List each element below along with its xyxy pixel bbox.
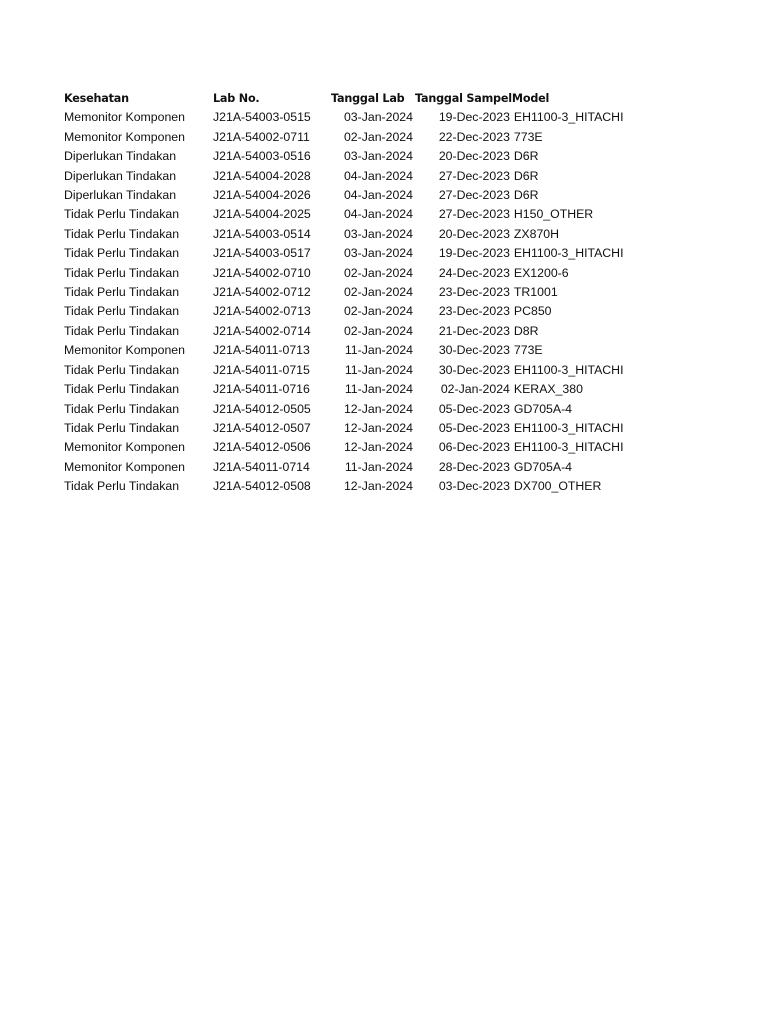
cell-model: D6R (513, 149, 539, 164)
cell-lab-no: J21A-54004-2028 (213, 168, 311, 183)
cell-lab-no: J21A-54002-0711 (213, 129, 310, 144)
cell-kesehatan: Memonitor Komponen (64, 110, 185, 125)
cell-tanggal-sampel: 19-Dec-2023 (438, 246, 510, 261)
cell-lab-no: J21A-54011-0713 (213, 343, 310, 358)
cell-model: EH1100-3_HITACHI (513, 110, 624, 125)
cell-lab-no: J21A-54011-0716 (213, 382, 310, 397)
cell-tanggal-sampel: 28-Dec-2023 (438, 459, 510, 474)
cell-tanggal-sampel: 27-Dec-2023 (438, 168, 510, 183)
cell-kesehatan: Diperlukan Tindakan (64, 188, 177, 203)
cell-lab-no: J21A-54012-0507 (213, 420, 311, 435)
cell-tanggal-sampel: 30-Dec-2023 (438, 362, 510, 377)
cell-tanggal-sampel: 20-Dec-2023 (438, 226, 510, 241)
table-row (64, 108, 642, 127)
cell-model: EH1100-3_HITACHI (513, 362, 624, 377)
cell-lab-no: J21A-54004-2025 (213, 207, 311, 222)
cell-model: KERAX_380 (513, 382, 583, 397)
cell-lab-no: J21A-54003-0515 (213, 110, 311, 125)
cell-kesehatan: Tidak Perlu Tindakan (64, 304, 180, 319)
cell-lab-no: J21A-54011-0715 (213, 362, 310, 377)
cell-kesehatan: Tidak Perlu Tindakan (64, 382, 180, 397)
cell-tanggal-lab: 02-Jan-2024 (343, 265, 413, 280)
cell-tanggal-lab: 12-Jan-2024 (343, 401, 413, 416)
cell-kesehatan: Tidak Perlu Tindakan (64, 265, 180, 280)
cell-lab-no: J21A-54002-0710 (213, 265, 311, 280)
cell-tanggal-sampel: 02-Jan-2024 (440, 382, 510, 397)
table-row (64, 361, 642, 380)
table-row (64, 225, 642, 244)
table-row (64, 458, 642, 477)
cell-model: TR1001 (513, 285, 558, 300)
header-tanggal-sampel: Tanggal Sampel (415, 92, 512, 105)
cell-tanggal-lab: 11-Jan-2024 (344, 343, 413, 358)
cell-lab-no: J21A-54003-0517 (213, 246, 311, 261)
cell-lab-no: J21A-54002-0713 (213, 304, 311, 319)
cell-tanggal-sampel: 23-Dec-2023 (438, 285, 510, 300)
cell-model: GD705A-4 (513, 459, 573, 474)
table-row (64, 167, 642, 186)
table-row (64, 128, 642, 147)
cell-tanggal-lab: 03-Jan-2024 (343, 149, 413, 164)
cell-model: DX700_OTHER (513, 479, 602, 494)
cell-kesehatan: Tidak Perlu Tindakan (64, 420, 180, 435)
cell-kesehatan: Memonitor Komponen (64, 129, 185, 144)
cell-model: EH1100-3_HITACHI (513, 420, 624, 435)
table-row (64, 283, 642, 302)
cell-model: EX1200-6 (513, 265, 569, 280)
cell-tanggal-lab: 04-Jan-2024 (343, 207, 413, 222)
cell-kesehatan: Tidak Perlu Tindakan (64, 226, 180, 241)
cell-kesehatan: Tidak Perlu Tindakan (64, 246, 180, 261)
cell-tanggal-lab: 12-Jan-2024 (343, 440, 413, 455)
cell-kesehatan: Memonitor Komponen (64, 459, 185, 474)
cell-model: D8R (513, 323, 539, 338)
cell-lab-no: J21A-54002-0714 (213, 323, 311, 338)
cell-tanggal-lab: 11-Jan-2024 (344, 382, 413, 397)
cell-tanggal-sampel: 06-Dec-2023 (438, 440, 510, 455)
cell-tanggal-sampel: 03-Dec-2023 (438, 479, 510, 494)
cell-lab-no: J21A-54012-0505 (213, 401, 311, 416)
cell-tanggal-lab: 11-Jan-2024 (344, 459, 413, 474)
cell-model: D6R (513, 168, 539, 183)
cell-tanggal-lab: 03-Jan-2024 (343, 226, 413, 241)
header-kesehatan: Kesehatan (64, 92, 129, 105)
cell-tanggal-sampel: 22-Dec-2023 (438, 129, 510, 144)
spreadsheet-area (64, 89, 664, 497)
cell-model: EH1100-3_HITACHI (513, 440, 624, 455)
cell-kesehatan: Diperlukan Tindakan (64, 168, 177, 183)
header-model: Model (511, 92, 550, 105)
table-header (64, 89, 642, 108)
cell-model: GD705A-4 (513, 401, 573, 416)
cell-model: EH1100-3_HITACHI (513, 246, 624, 261)
cell-tanggal-sampel: 27-Dec-2023 (438, 188, 510, 203)
cell-kesehatan: Tidak Perlu Tindakan (64, 401, 180, 416)
table-row (64, 400, 642, 419)
cell-lab-no: J21A-54004-2026 (213, 188, 311, 203)
cell-tanggal-lab: 02-Jan-2024 (343, 129, 413, 144)
cell-kesehatan: Memonitor Komponen (64, 343, 185, 358)
cell-tanggal-lab: 04-Jan-2024 (343, 188, 413, 203)
table-row (64, 186, 642, 205)
cell-tanggal-sampel: 20-Dec-2023 (438, 149, 510, 164)
cell-lab-no: J21A-54012-0506 (213, 440, 311, 455)
table-row (64, 341, 642, 360)
table-row (64, 205, 642, 224)
cell-tanggal-sampel: 24-Dec-2023 (438, 265, 510, 280)
cell-kesehatan: Memonitor Komponen (64, 440, 185, 455)
cell-tanggal-sampel: 27-Dec-2023 (438, 207, 510, 222)
cell-tanggal-lab: 03-Jan-2024 (343, 110, 413, 125)
table-row (64, 264, 642, 283)
lab-results-table (64, 89, 642, 497)
cell-tanggal-lab: 12-Jan-2024 (343, 479, 413, 494)
cell-kesehatan: Diperlukan Tindakan (64, 149, 177, 164)
cell-tanggal-lab: 11-Jan-2024 (344, 362, 413, 377)
cell-tanggal-sampel: 05-Dec-2023 (438, 401, 510, 416)
table-row (64, 380, 642, 399)
cell-model: 773E (513, 343, 543, 358)
cell-tanggal-sampel: 21-Dec-2023 (438, 323, 510, 338)
cell-tanggal-lab: 03-Jan-2024 (343, 246, 413, 261)
header-tanggal-lab: Tanggal Lab (331, 92, 405, 105)
header-lab-no: Lab No. (213, 92, 260, 105)
cell-model: ZX870H (513, 226, 560, 241)
table-row (64, 419, 642, 438)
table-row (64, 322, 642, 341)
cell-kesehatan: Tidak Perlu Tindakan (64, 323, 180, 338)
cell-kesehatan: Tidak Perlu Tindakan (64, 362, 180, 377)
cell-tanggal-lab: 02-Jan-2024 (343, 323, 413, 338)
cell-model: PC850 (513, 304, 552, 319)
table-row (64, 302, 642, 321)
cell-model: D6R (513, 188, 539, 203)
cell-tanggal-lab: 12-Jan-2024 (343, 420, 413, 435)
cell-kesehatan: Tidak Perlu Tindakan (64, 285, 180, 300)
cell-lab-no: J21A-54003-0516 (213, 149, 311, 164)
cell-model: H150_OTHER (513, 207, 594, 222)
table-body (64, 108, 642, 496)
cell-lab-no: J21A-54012-0508 (213, 479, 311, 494)
cell-tanggal-sampel: 23-Dec-2023 (438, 304, 510, 319)
cell-tanggal-lab: 02-Jan-2024 (343, 285, 413, 300)
table-row (64, 244, 642, 263)
cell-tanggal-sampel: 30-Dec-2023 (438, 343, 510, 358)
table-row (64, 477, 642, 496)
cell-lab-no: J21A-54011-0714 (213, 459, 310, 474)
cell-lab-no: J21A-54003-0514 (213, 226, 311, 241)
cell-kesehatan: Tidak Perlu Tindakan (64, 207, 180, 222)
table-row (64, 147, 642, 166)
cell-kesehatan: Tidak Perlu Tindakan (64, 479, 180, 494)
cell-model: 773E (513, 129, 543, 144)
cell-lab-no: J21A-54002-0712 (213, 285, 311, 300)
cell-tanggal-sampel: 19-Dec-2023 (438, 110, 510, 125)
cell-tanggal-lab: 02-Jan-2024 (343, 304, 413, 319)
cell-tanggal-lab: 04-Jan-2024 (343, 168, 413, 183)
table-row (64, 438, 642, 457)
header-row (64, 89, 642, 108)
cell-tanggal-sampel: 05-Dec-2023 (438, 420, 510, 435)
